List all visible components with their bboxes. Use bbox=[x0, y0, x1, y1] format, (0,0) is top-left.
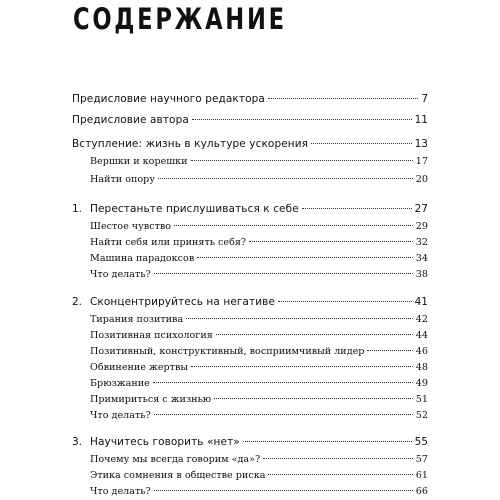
dot-leader bbox=[158, 178, 413, 179]
toc-entry-page: 32 bbox=[415, 237, 428, 248]
dot-leader bbox=[278, 301, 412, 302]
toc-entry[interactable] bbox=[72, 114, 428, 126]
toc-entry-label: Обвинение жертвы bbox=[90, 362, 189, 373]
toc-entry-label: Предисловие автора bbox=[72, 114, 189, 126]
toc-entry-label: Почему мы всегда говорим «да»? bbox=[90, 454, 261, 465]
chapter-number: 2. bbox=[72, 296, 83, 308]
chapter-number: 3. bbox=[72, 436, 83, 448]
toc-entry-label: Что делать? bbox=[90, 410, 151, 421]
toc-entry-page: 44 bbox=[415, 330, 428, 341]
toc-entry-label: Шестое чувство bbox=[90, 221, 172, 232]
toc-entry-page: 13 bbox=[414, 138, 428, 150]
toc-entry-label: Примириться с жизнью bbox=[90, 394, 212, 405]
toc-entry-page: 41 bbox=[414, 296, 428, 308]
toc-entry-label: Вершки и корешки bbox=[90, 156, 188, 167]
dot-leader bbox=[216, 334, 413, 335]
dot-leader bbox=[191, 160, 413, 161]
dot-leader bbox=[367, 350, 412, 351]
dot-leader bbox=[311, 143, 412, 144]
toc-subentry[interactable] bbox=[90, 269, 428, 281]
dot-leader bbox=[186, 318, 413, 319]
toc-entry-page: 20 bbox=[415, 174, 428, 185]
toc-entry-page: 17 bbox=[415, 156, 428, 167]
toc-subentry[interactable] bbox=[90, 410, 428, 422]
toc-entry-page: 27 bbox=[414, 203, 428, 215]
toc-entry-page: 55 bbox=[414, 436, 428, 448]
dot-leader bbox=[154, 490, 413, 491]
toc-entry-label: Найти опору bbox=[90, 174, 155, 185]
dot-leader bbox=[263, 458, 413, 459]
toc-subentry[interactable] bbox=[90, 221, 428, 233]
toc-entry-label: Что делать? bbox=[90, 269, 151, 280]
toc-entry-label: Этика сомнения в обществе риска bbox=[90, 470, 266, 481]
toc-entry-label: Вступление: жизнь в культуре ускорения bbox=[72, 138, 309, 150]
dot-leader bbox=[268, 98, 418, 99]
toc-entry-page: 42 bbox=[415, 314, 428, 325]
toc-entry-label: Что делать? bbox=[90, 486, 151, 497]
dot-leader bbox=[191, 366, 413, 367]
toc-subentry[interactable] bbox=[90, 237, 428, 249]
toc-subentry[interactable] bbox=[90, 470, 428, 482]
toc-entry-label: Сконцентрируйтесь на негативе bbox=[90, 296, 276, 308]
dot-leader bbox=[268, 474, 412, 475]
toc-subentry[interactable] bbox=[90, 330, 428, 342]
dot-leader bbox=[154, 273, 413, 274]
toc-subentry[interactable] bbox=[90, 486, 428, 498]
dot-leader bbox=[249, 241, 413, 242]
toc-entry-page: 11 bbox=[414, 114, 428, 126]
dot-leader bbox=[174, 225, 413, 226]
toc-subentry[interactable] bbox=[90, 346, 428, 358]
toc-subentry[interactable] bbox=[90, 362, 428, 374]
toc-entry-page: 61 bbox=[415, 470, 428, 481]
toc-entry[interactable] bbox=[72, 138, 428, 150]
toc-entry-label: Тирания позитива bbox=[90, 314, 184, 325]
toc-chapter[interactable] bbox=[72, 296, 428, 308]
toc-entry-page: 57 bbox=[415, 454, 428, 465]
dot-leader bbox=[197, 257, 413, 258]
toc-subentry[interactable] bbox=[90, 156, 428, 168]
dot-leader bbox=[302, 208, 412, 209]
toc-subentry[interactable] bbox=[90, 253, 428, 265]
chapter-number: 1. bbox=[72, 203, 83, 215]
toc-entry-label: Предисловие научного редактора bbox=[72, 93, 265, 105]
toc-subentry[interactable] bbox=[90, 394, 428, 406]
toc-subentry[interactable] bbox=[90, 454, 428, 466]
dot-leader bbox=[214, 398, 413, 399]
toc-entry-page: 51 bbox=[415, 394, 428, 405]
toc-subentry[interactable] bbox=[90, 174, 428, 186]
dot-leader bbox=[192, 119, 412, 120]
toc-subentry[interactable] bbox=[90, 314, 428, 326]
toc-entry-page: 48 bbox=[415, 362, 428, 373]
toc-entry-page: 38 bbox=[415, 269, 428, 280]
toc-entry-page: 52 bbox=[415, 410, 428, 421]
toc-entry-page: 29 bbox=[415, 221, 428, 232]
toc-entry[interactable] bbox=[72, 93, 428, 105]
toc-subentry[interactable] bbox=[90, 378, 428, 390]
toc-chapter[interactable] bbox=[72, 203, 428, 215]
page-title: СОДЕРЖАНИЕ bbox=[73, 2, 287, 36]
toc-entry-label: Машина парадоксов bbox=[90, 253, 195, 264]
dot-leader bbox=[153, 382, 413, 383]
toc-entry-label: Научитесь говорить «нет» bbox=[90, 436, 240, 448]
toc-entry-label: Найти себя или принять себя? bbox=[90, 237, 247, 248]
dot-leader bbox=[243, 441, 412, 442]
toc-entry-page: 34 bbox=[415, 253, 428, 264]
toc-entry-page: 66 bbox=[415, 486, 428, 497]
toc-entry-label: Перестаньте прислушиваться к себе bbox=[90, 203, 299, 215]
toc-entry-page: 49 bbox=[415, 378, 428, 389]
toc-entry-label: Позитивный, конструктивный, восприимчивый лидер bbox=[90, 346, 365, 357]
toc-entry-page: 7 bbox=[421, 93, 428, 105]
toc-entry-label: Брюзжание bbox=[90, 378, 150, 389]
dot-leader bbox=[154, 414, 413, 415]
table-of-contents bbox=[72, 0, 428, 500]
toc-chapter[interactable] bbox=[72, 436, 428, 448]
toc-entry-label: Позитивная психология bbox=[90, 330, 213, 341]
toc-entry-page: 46 bbox=[415, 346, 428, 357]
